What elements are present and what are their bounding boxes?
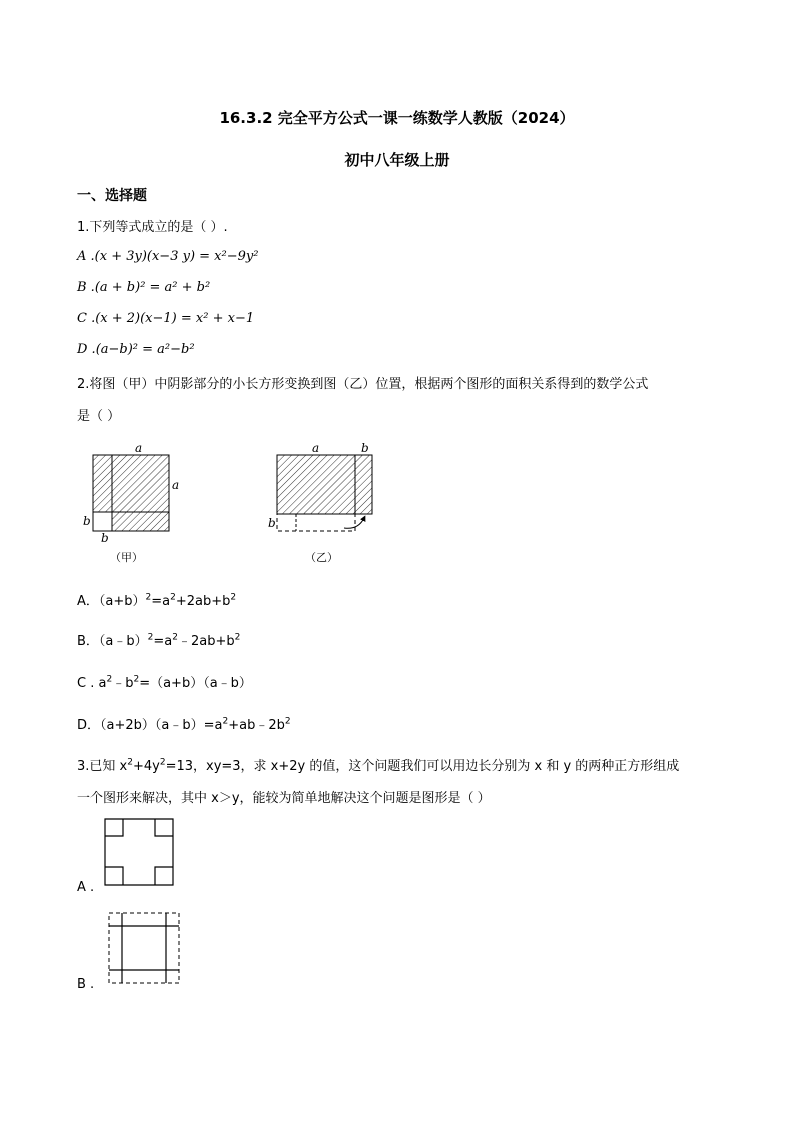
fig-yi-label-a-top: a bbox=[312, 441, 320, 455]
q1-option-b: B .(a + b)² = a² + b² bbox=[77, 280, 211, 295]
fig-jia-label-a-top: a bbox=[135, 441, 143, 455]
q2-stem-line1: 2.将图（甲）中阴影部分的小长方形变换到图（乙）位置，根据两个图形的面积关系得到的数学公式 bbox=[77, 377, 649, 392]
q2-a-text3: +2ab+b bbox=[175, 594, 231, 609]
q2-b-text3: ﹣2ab+b bbox=[177, 634, 235, 649]
q3-text1: 3.已知 x bbox=[77, 759, 128, 774]
fig-jia-label-b-bottom: b bbox=[101, 531, 109, 545]
q3-text3: =13，xy=3，求 x+2y 的值，这个问题我们可以用边长分别为 x 和 y 的两种正方形组成 bbox=[165, 759, 680, 774]
q3-figure-a bbox=[104, 818, 176, 888]
q2-d-text1: D．（a+2b）（a﹣b）=a bbox=[77, 718, 223, 733]
q2-option-b bbox=[77, 630, 240, 649]
q2-a-sup1: 2 bbox=[145, 592, 152, 603]
q1-option-a: A .(x + 3y)(x−3 y) = x²−9y² bbox=[77, 249, 259, 264]
q3-option-a-label: A . bbox=[77, 880, 95, 895]
q2-b-sup2: 2 bbox=[172, 632, 178, 643]
q2-d-text2: +ab﹣2b bbox=[228, 718, 285, 733]
q2-c-text1: C . a bbox=[77, 676, 107, 691]
q3-figure-b bbox=[104, 908, 184, 988]
q3-stem-line2: 一个图形来解决，其中 x＞y，能较为简单地解决这个问题是图形是（ ） bbox=[77, 791, 491, 806]
q2-option-c bbox=[77, 672, 252, 691]
q2-d-sup2: 2 bbox=[284, 716, 291, 727]
q1-stem: 1.下列等式成立的是（ ）. bbox=[77, 220, 228, 235]
fig-yi-label-b-left: b bbox=[268, 516, 276, 530]
fig-jia-caption: （甲） bbox=[110, 551, 143, 564]
q2-a-sup2: 2 bbox=[170, 592, 176, 603]
fig-yi-label-b-top: b bbox=[361, 441, 369, 455]
q2-b-sup1: 2 bbox=[147, 632, 154, 643]
q2-option-a bbox=[77, 590, 236, 609]
q3-sup2: 2 bbox=[159, 757, 166, 768]
fig-jia-label-b-left: b bbox=[83, 514, 91, 528]
q2-c-text2: ﹣b bbox=[112, 676, 134, 691]
section-heading: 一、选择题 bbox=[77, 188, 147, 204]
q2-b-text1: B．（a﹣b） bbox=[77, 634, 148, 649]
fig-yi-caption: （乙） bbox=[305, 551, 338, 564]
q2-c-sup2: 2 bbox=[133, 674, 140, 685]
q2-option-d bbox=[77, 714, 291, 733]
q2-a-sup3: 2 bbox=[230, 592, 237, 603]
q3-option-b-label: B . bbox=[77, 977, 95, 992]
q2-b-sup3: 2 bbox=[234, 632, 241, 643]
q3-text2: +4y bbox=[132, 759, 160, 774]
page-subtitle: 初中八年级上册 bbox=[344, 151, 450, 169]
q3-stem-line1 bbox=[77, 755, 679, 774]
q2-c-sup1: 2 bbox=[106, 674, 113, 685]
q2-a-text1: A．（a+b） bbox=[77, 594, 146, 609]
q2-c-text3: =（a+b）（a﹣b） bbox=[139, 676, 252, 691]
q2-b-text2: =a bbox=[153, 634, 173, 649]
q2-stem-line2: 是（ ） bbox=[77, 409, 121, 424]
q1-option-c: C .(x + 2)(x−1) = x² + x−1 bbox=[77, 311, 255, 326]
q1-option-d: D .(a−b)² = a²−b² bbox=[77, 342, 195, 357]
q2-d-sup1: 2 bbox=[222, 716, 229, 727]
fig-jia-label-a-right: a bbox=[172, 478, 180, 492]
q2-a-text2: =a bbox=[151, 594, 171, 609]
page-title: 16.3.2 完全平方公式一课一练数学人教版（2024） bbox=[219, 109, 575, 127]
q3-sup1: 2 bbox=[127, 757, 133, 768]
